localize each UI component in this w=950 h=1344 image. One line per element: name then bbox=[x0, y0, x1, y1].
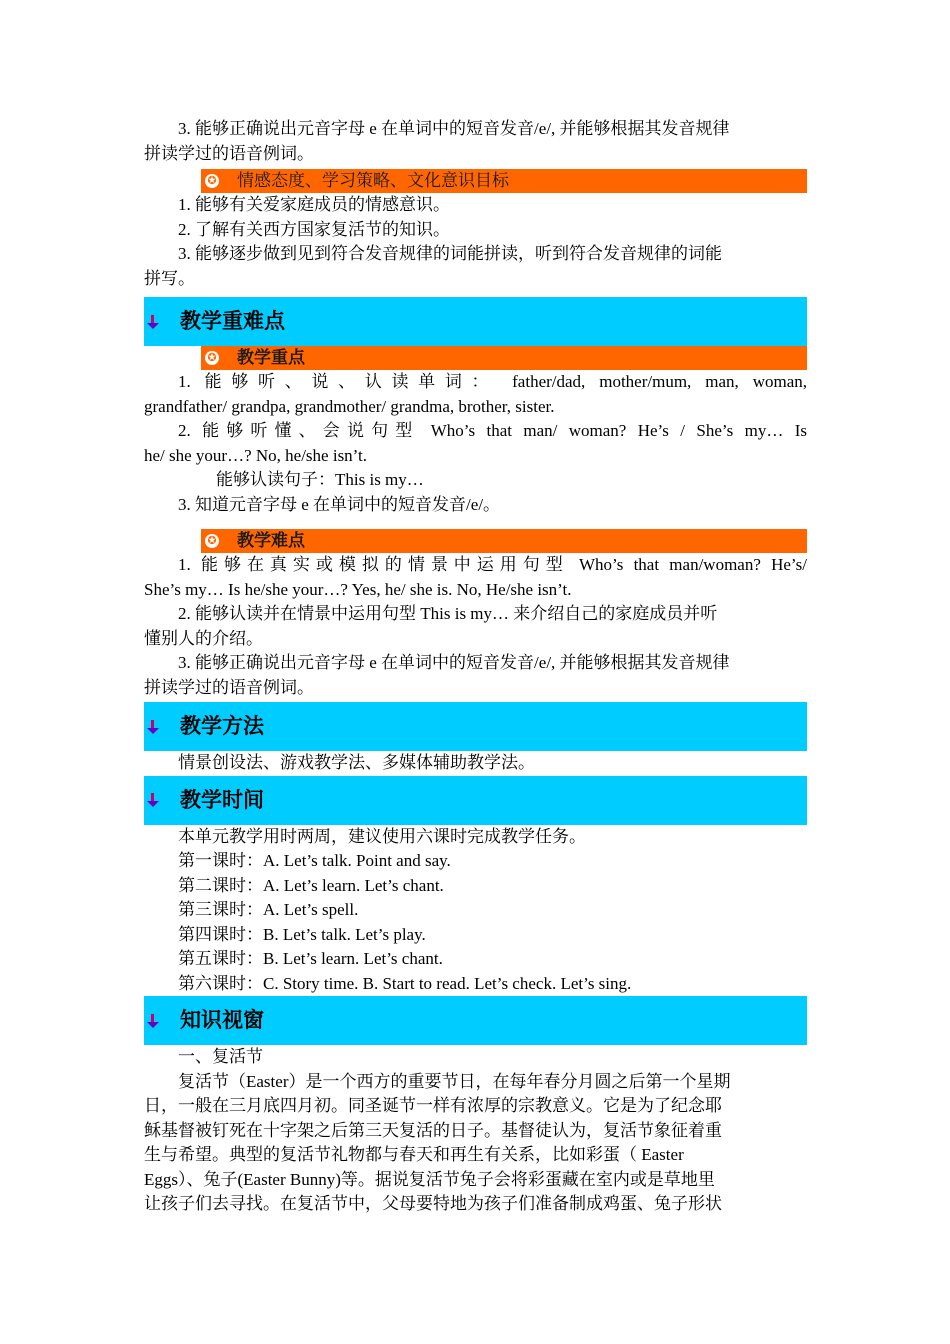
document-page bbox=[144, 117, 807, 1217]
focus-item-2-line2: he/ she your…? No, he/she isn’t. bbox=[144, 445, 368, 465]
section-title: 知识视窗 bbox=[180, 1008, 264, 1033]
difficulty-title: 教学难点 bbox=[237, 531, 305, 550]
section-methods-heading bbox=[144, 702, 807, 751]
affective-goals-title: 情感态度、学习策略、文化意识目标 bbox=[237, 171, 509, 190]
difficulty-heading bbox=[201, 529, 807, 553]
focus-item-2-line1: 2. 能够听懂、会说句型 Who’s that man/ woman? He’s / She’s my… Is bbox=[178, 421, 807, 440]
schedule-lesson: 第三课时：A. Let’s spell. bbox=[178, 900, 359, 919]
affective-item-2: 2. 了解有关西方国家复活节的知识。 bbox=[178, 219, 450, 239]
methods-text: 情景创设法、游戏教学法、多媒体辅助教学法。 bbox=[178, 753, 535, 772]
affective-item-1: 1. 能够有关爱家庭成员的情感意识。 bbox=[178, 195, 450, 214]
difficulty-item-1-line2: She’s my… Is he/she your…? Yes, he/ she is. No, He/she isn’t. bbox=[144, 579, 572, 599]
knowledge-paragraph-line: 让孩子们去寻找。在复活节中，父母要特地为孩子们准备制成鸡蛋、兔子形状 bbox=[144, 1194, 722, 1213]
section-knowledge-heading bbox=[144, 996, 807, 1045]
section-schedule-heading bbox=[144, 776, 807, 825]
difficulty-item-2-line1: 2. 能够认读并在情景中运用句型 This is my… 来介绍自己的家庭成员并听 bbox=[178, 604, 718, 623]
knowledge-paragraph-line: 生与希望。典型的复活节礼物都与春天和再生有关系，比如彩蛋（ Easter bbox=[144, 1145, 684, 1164]
focus-item-1-line2: grandfather/ grandpa, grandmother/ grandma, brother, sister. bbox=[144, 396, 555, 416]
difficulty-item-3-line1: 3. 能够正确说出元音字母 e 在单词中的短音发音/e/, 并能够根据其发音规律 bbox=[178, 653, 730, 672]
focus-item-1-line1: 1. 能够听、说、认读单词： father/dad, mother/mum, man, woman, bbox=[178, 372, 807, 391]
schedule-lesson: 第二课时：A. Let’s learn. Let’s chant. bbox=[178, 875, 444, 895]
schedule-lesson: 第五课时：B. Let’s learn. Let’s chant. bbox=[178, 949, 443, 968]
arrow-bullet-icon bbox=[146, 720, 160, 734]
schedule-intro: 本单元教学用时两周，建议使用六课时完成教学任务。 bbox=[178, 826, 586, 846]
section-title: 教学方法 bbox=[180, 714, 264, 739]
schedule-lesson: 第一课时：A. Let’s talk. Point and say. bbox=[178, 851, 451, 870]
focus-heading bbox=[201, 346, 807, 370]
section-key-points-heading bbox=[144, 297, 807, 346]
difficulty-item-3-line2: 拼读学过的语音例词。 bbox=[144, 677, 314, 697]
focus-item-3: 3. 知道元音字母 e 在单词中的短音发音/e/。 bbox=[178, 494, 501, 514]
knowledge-paragraph-line: 复活节（Easter）是一个西方的重要节日，在每年春分月圆之后第一个星期 bbox=[178, 1071, 731, 1091]
knowledge-subtitle: 一、复活节 bbox=[178, 1047, 263, 1066]
goal-item-3-line2: 拼读学过的语音例词。 bbox=[144, 143, 314, 163]
knowledge-paragraph-line: Eggs）、兔子(Easter Bunny)等。据说复活节兔子会将彩蛋藏在室内或是草地里 bbox=[144, 1169, 715, 1189]
focus-title: 教学重点 bbox=[237, 348, 305, 367]
focus-item-2-line3: 能够认读句子：This is my… bbox=[216, 470, 424, 489]
star-bullet-icon: ✪ bbox=[205, 534, 219, 548]
difficulty-item-1-line1: 1. 能够在真实或模拟的情景中运用句型 Who’s that man/woman? He’s/ bbox=[178, 555, 807, 574]
affective-item-3-line2: 拼写。 bbox=[144, 268, 195, 288]
schedule-lesson: 第六课时：C. Story time. B. Start to read. Let’s check. Let’s sing. bbox=[178, 973, 632, 993]
affective-item-3-line1: 3. 能够逐步做到见到符合发音规律的词能拼读，听到符合发音规律的词能 bbox=[178, 244, 722, 263]
difficulty-item-2-line2: 懂别人的介绍。 bbox=[144, 628, 263, 648]
knowledge-paragraph-line: 日，一般在三月底四月初。同圣诞节一样有浓厚的宗教意义。它是为了纪念耶 bbox=[144, 1096, 722, 1115]
star-bullet-icon: ✪ bbox=[205, 351, 219, 365]
arrow-bullet-icon bbox=[146, 793, 160, 807]
schedule-lesson: 第四课时：B. Let’s talk. Let’s play. bbox=[178, 924, 426, 944]
arrow-bullet-icon bbox=[146, 315, 160, 329]
section-title: 教学时间 bbox=[180, 787, 264, 812]
star-bullet-icon: ✪ bbox=[205, 174, 219, 188]
goal-item-3-line1: 3. 能够正确说出元音字母 e 在单词中的短音发音/e/, 并能够根据其发音规律 bbox=[178, 119, 730, 138]
knowledge-paragraph-line: 稣基督被钉死在十字架之后第三天复活的日子。基督徒认为，复活节象征着重 bbox=[144, 1120, 722, 1140]
section-title: 教学重难点 bbox=[180, 309, 285, 334]
affective-goals-heading bbox=[201, 169, 807, 193]
arrow-bullet-icon bbox=[146, 1014, 160, 1028]
